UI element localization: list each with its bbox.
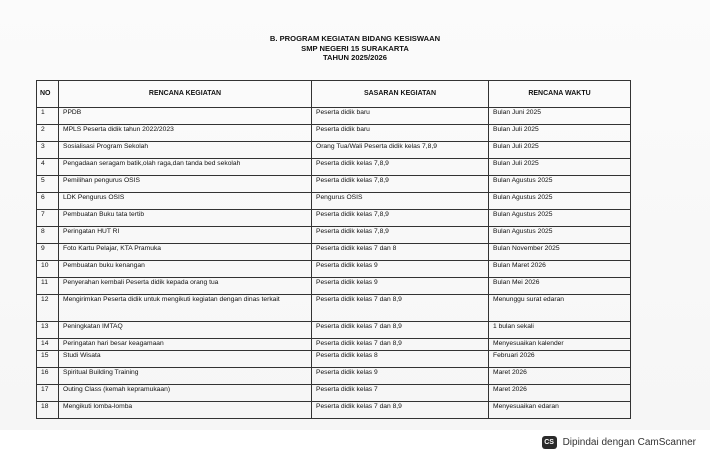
cell-no: 6 [37,193,59,210]
table-row [37,402,631,419]
cell-no: 10 [37,261,59,278]
cell-waktu: Menyesuaikan edaran [489,402,631,419]
heading-line-school: SMP NEGERI 15 SURAKARTA [301,43,409,53]
cell-waktu: Bulan Juni 2025 [489,108,631,125]
cell-rencana: Outing Class (kemah kepramukaan) [59,385,312,402]
cell-rencana: Penyerahan kembali Peserta didik kepada orang tua [59,278,312,295]
table-row [37,368,631,385]
program-table [36,80,631,419]
cell-rencana: PPDB [59,108,312,125]
table-row [37,125,631,142]
camscanner-watermark [542,436,696,449]
cell-rencana: Peringatan hari besar keagamaan [59,339,312,351]
table-row [37,210,631,227]
cell-sasaran: Peserta didik kelas 7,8,9 [312,210,489,227]
cell-sasaran: Peserta didik kelas 9 [312,261,489,278]
cell-no: 4 [37,159,59,176]
cell-no: 1 [37,108,59,125]
cell-waktu: Bulan November 2025 [489,244,631,261]
cell-rencana: Pengadaan seragam batik,olah raga,dan tanda bed sekolah [59,159,312,176]
cell-waktu: Bulan Maret 2026 [489,261,631,278]
table-row [37,322,631,339]
cell-waktu: Menyesuaikan kalender [489,339,631,351]
document-heading [0,34,710,63]
cell-waktu: Bulan Agustus 2025 [489,193,631,210]
table-row [37,295,631,322]
cell-sasaran: Peserta didik baru [312,108,489,125]
cell-no: 14 [37,339,59,351]
cell-rencana: MPLS Peserta didik tahun 2022/2023 [59,125,312,142]
camscanner-icon: CS [542,436,557,449]
cell-waktu: Bulan Agustus 2025 [489,176,631,193]
cell-sasaran: Peserta didik kelas 7 [312,385,489,402]
heading-line-year: TAHUN 2025/2026 [322,53,388,63]
cell-waktu: Menunggu surat edaran [489,295,631,322]
table-header-row [37,81,631,108]
table-row [37,142,631,159]
cell-no: 18 [37,402,59,419]
cell-sasaran: Pengurus OSIS [312,193,489,210]
cell-rencana: Foto Kartu Pelajar, KTA Pramuka [59,244,312,261]
table-row [37,385,631,402]
cell-waktu: 1 bulan sekali [489,322,631,339]
cell-waktu: Bulan Juli 2025 [489,125,631,142]
table-row [37,261,631,278]
cell-sasaran: Peserta didik kelas 7 dan 8,9 [312,322,489,339]
cell-no: 9 [37,244,59,261]
header-rencana-waktu: RENCANA WAKTU [489,81,631,108]
cell-sasaran: Peserta didik kelas 7,8,9 [312,227,489,244]
cell-sasaran: Peserta didik kelas 9 [312,278,489,295]
cell-rencana: Pembuatan buku kenangan [59,261,312,278]
cell-rencana: LDK Pengurus OSIS [59,193,312,210]
cell-no: 15 [37,351,59,368]
cell-waktu: Februari 2026 [489,351,631,368]
header-sasaran-kegiatan: SASARAN KEGIATAN [312,81,489,108]
cell-waktu: Maret 2026 [489,368,631,385]
cell-no: 12 [37,295,59,322]
cell-waktu: Bulan Agustus 2025 [489,227,631,244]
cell-sasaran: Peserta didik kelas 7 dan 8,9 [312,339,489,351]
cell-sasaran: Peserta didik kelas 7 dan 8,9 [312,295,489,322]
cell-sasaran: Peserta didik kelas 8 [312,351,489,368]
cell-rencana: Sosialisasi Program Sekolah [59,142,312,159]
cell-no: 13 [37,322,59,339]
cell-rencana: Mengikuti lomba-lomba [59,402,312,419]
cell-rencana: Peningkatan IMTAQ [59,322,312,339]
cell-rencana: Pembuatan Buku tata tertib [59,210,312,227]
table-row [37,108,631,125]
cell-sasaran: Peserta didik kelas 7 dan 8,9 [312,402,489,419]
cell-no: 16 [37,368,59,385]
cell-waktu: Bulan Agustus 2025 [489,210,631,227]
header-no: NO [37,81,59,108]
cell-no: 8 [37,227,59,244]
cell-waktu: Bulan Juli 2025 [489,159,631,176]
header-rencana-kegiatan: RENCANA KEGIATAN [59,81,312,108]
cell-waktu: Bulan Mei 2026 [489,278,631,295]
cell-no: 2 [37,125,59,142]
cell-sasaran: Peserta didik kelas 9 [312,368,489,385]
cell-sasaran: Peserta didik kelas 7,8,9 [312,176,489,193]
cell-sasaran: Peserta didik baru [312,125,489,142]
table-row [37,227,631,244]
cell-sasaran: Orang Tua/Wali Peserta didik kelas 7,8,9 [312,142,489,159]
cell-waktu: Bulan Juli 2025 [489,142,631,159]
cell-no: 11 [37,278,59,295]
cell-waktu: Maret 2026 [489,385,631,402]
table-row [37,278,631,295]
cell-rencana: Peringatan HUT RI [59,227,312,244]
cell-rencana: Mengirimkan Peserta didik untuk mengikuti kegiatan dengan dinas terkait [59,295,312,322]
cell-sasaran: Peserta didik kelas 7 dan 8 [312,244,489,261]
cell-no: 5 [37,176,59,193]
heading-line-section: B. PROGRAM KEGIATAN BIDANG KESISWAAN [269,34,441,43]
cell-no: 3 [37,142,59,159]
table-row [37,159,631,176]
cell-no: 7 [37,210,59,227]
table-row [37,339,631,351]
table-row [37,193,631,210]
cell-no: 17 [37,385,59,402]
table-row [37,176,631,193]
cell-sasaran: Peserta didik kelas 7,8,9 [312,159,489,176]
watermark-text: Dipindai dengan CamScanner [562,437,696,448]
table-row [37,351,631,368]
cell-rencana: Spiritual Building Training [59,368,312,385]
cell-rencana: Studi Wisata [59,351,312,368]
cell-rencana: Pemilihan pengurus OSIS [59,176,312,193]
table-row [37,244,631,261]
